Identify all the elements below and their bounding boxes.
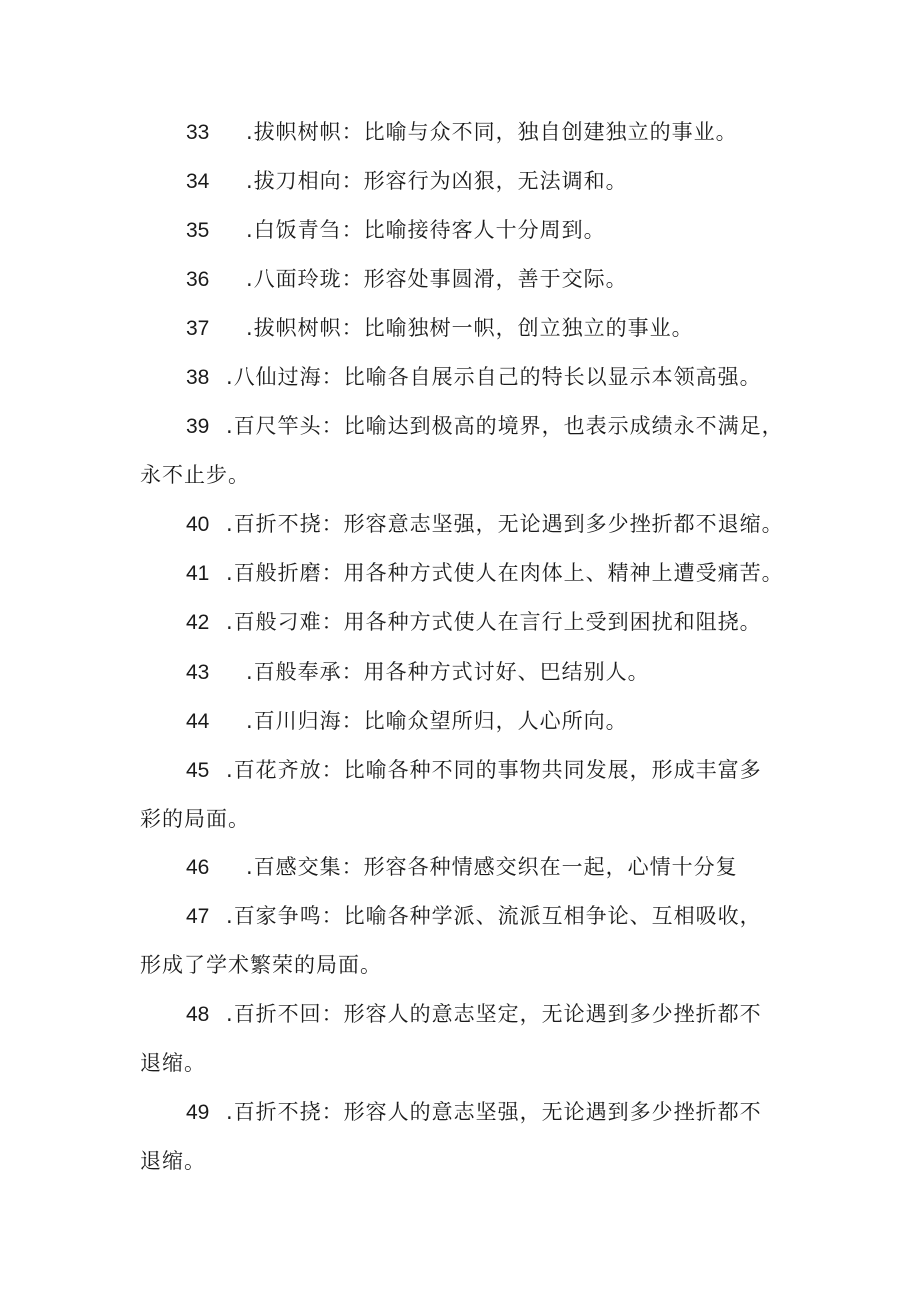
entry-dot: . [226,1002,234,1026]
entry-dot: . [246,709,254,733]
entry-34 [140,157,800,206]
entry-38 [140,353,800,402]
entry-number: 47 [186,905,210,928]
entry-dot: . [226,904,234,928]
entry-line [140,402,800,451]
entry-text: 拔刀相向：形容行为凶狠，无法调和。 [253,169,628,193]
entry-text: 白饭青刍：比喻接待客人十分周到。 [253,218,606,242]
entry-48 [140,990,800,1087]
entry-line [140,500,800,549]
entry-continuation: 退缩。 [140,1050,206,1075]
entry-line [140,108,800,157]
entry-46 [140,843,800,892]
entry-number: 38 [186,366,210,389]
entry-33 [140,108,800,157]
entry-text: 百感交集：形容各种情感交织在一起，心情十分复 [253,855,738,879]
entry-number: 44 [186,710,210,733]
entry-line [140,1088,800,1137]
entry-number: 39 [186,415,210,438]
entry-line [140,206,800,255]
entry-continuation: 退缩。 [140,1148,206,1173]
entry-dot: . [246,660,254,684]
entry-number: 46 [186,856,210,879]
entry-dot: . [226,414,234,438]
entry-number: 42 [186,611,210,634]
entry-40 [140,500,800,549]
entry-dot: . [246,218,254,242]
entry-number: 48 [186,1003,210,1026]
entry-number: 49 [186,1101,210,1124]
entry-line [140,157,800,206]
entry-line [140,746,800,795]
entry-43 [140,648,800,697]
entry-line [140,353,800,402]
entry-dot: . [226,1100,234,1124]
entry-number: 33 [186,121,210,144]
entry-dot: . [226,365,234,389]
entry-line [140,549,800,598]
entry-number: 34 [186,170,210,193]
entry-text: 八面玲珑：形容处事圆滑，善于交际。 [253,267,628,291]
entry-text: 八仙过海：比喻各自展示自己的特长以显示本领高强。 [233,365,762,389]
entry-36 [140,255,800,304]
entry-text: 百般折磨：用各种方式使人在肉体上、精神上遭受痛苦。 [233,561,784,585]
entry-text: 百般奉承：用各种方式讨好、巴结别人。 [253,660,650,684]
entry-number: 37 [186,317,210,340]
entry-text: 百折不挠：形容人的意志坚强，无论遇到多少挫折都不 [233,1100,762,1124]
entry-line [140,255,800,304]
entry-47 [140,892,800,989]
entry-continuation: 永不止步。 [140,462,250,487]
entry-45 [140,746,800,843]
entry-number: 35 [186,219,210,242]
entry-number: 41 [186,562,210,585]
entry-text: 百尺竿头：比喻达到极高的境界，也表示成绩永不满足， [233,414,784,438]
entry-text: 百家争鸣：比喻各种学派、流派互相争论、互相吸收， [233,904,762,928]
entry-line [140,892,800,941]
entry-text: 百折不挠：形容意志坚强，无论遇到多少挫折都不退缩。 [233,512,784,536]
entry-44 [140,697,800,746]
entry-text: 百花齐放：比喻各种不同的事物共同发展，形成丰富多 [233,758,762,782]
entry-37 [140,304,800,353]
entry-35 [140,206,800,255]
entry-text: 百般刁难：用各种方式使人在言行上受到困扰和阻挠。 [233,610,762,634]
entry-number: 45 [186,759,210,782]
entry-dot: . [226,758,234,782]
entry-text: 百川归海：比喻众望所归，人心所向。 [253,709,628,733]
entry-line [140,304,800,353]
entry-text: 拔帜树帜：比喻与众不同，独自创建独立的事业。 [253,120,738,144]
entry-line [140,990,800,1039]
entry-dot: . [246,169,254,193]
entry-line [140,843,800,892]
entry-dot: . [246,316,254,340]
entry-line [140,648,800,697]
entry-line [140,697,800,746]
entry-number: 36 [186,268,210,291]
entry-dot: . [246,120,254,144]
entry-number: 43 [186,661,210,684]
entry-42 [140,598,800,647]
entry-dot: . [226,610,234,634]
entry-49 [140,1088,800,1185]
entry-text: 百折不回：形容人的意志坚定，无论遇到多少挫折都不 [233,1002,762,1026]
entry-continuation: 形成了学术繁荣的局面。 [140,952,382,977]
entry-41 [140,549,800,598]
entry-dot: . [226,512,234,536]
entry-text: 拔帜树帜：比喻独树一帜，创立独立的事业。 [253,316,694,340]
entry-dot: . [246,267,254,291]
entry-39 [140,402,800,499]
entry-number: 40 [186,513,210,536]
entry-dot: . [226,561,234,585]
entry-dot: . [246,855,254,879]
entry-continuation: 彩的局面。 [140,806,250,831]
entry-line [140,598,800,647]
